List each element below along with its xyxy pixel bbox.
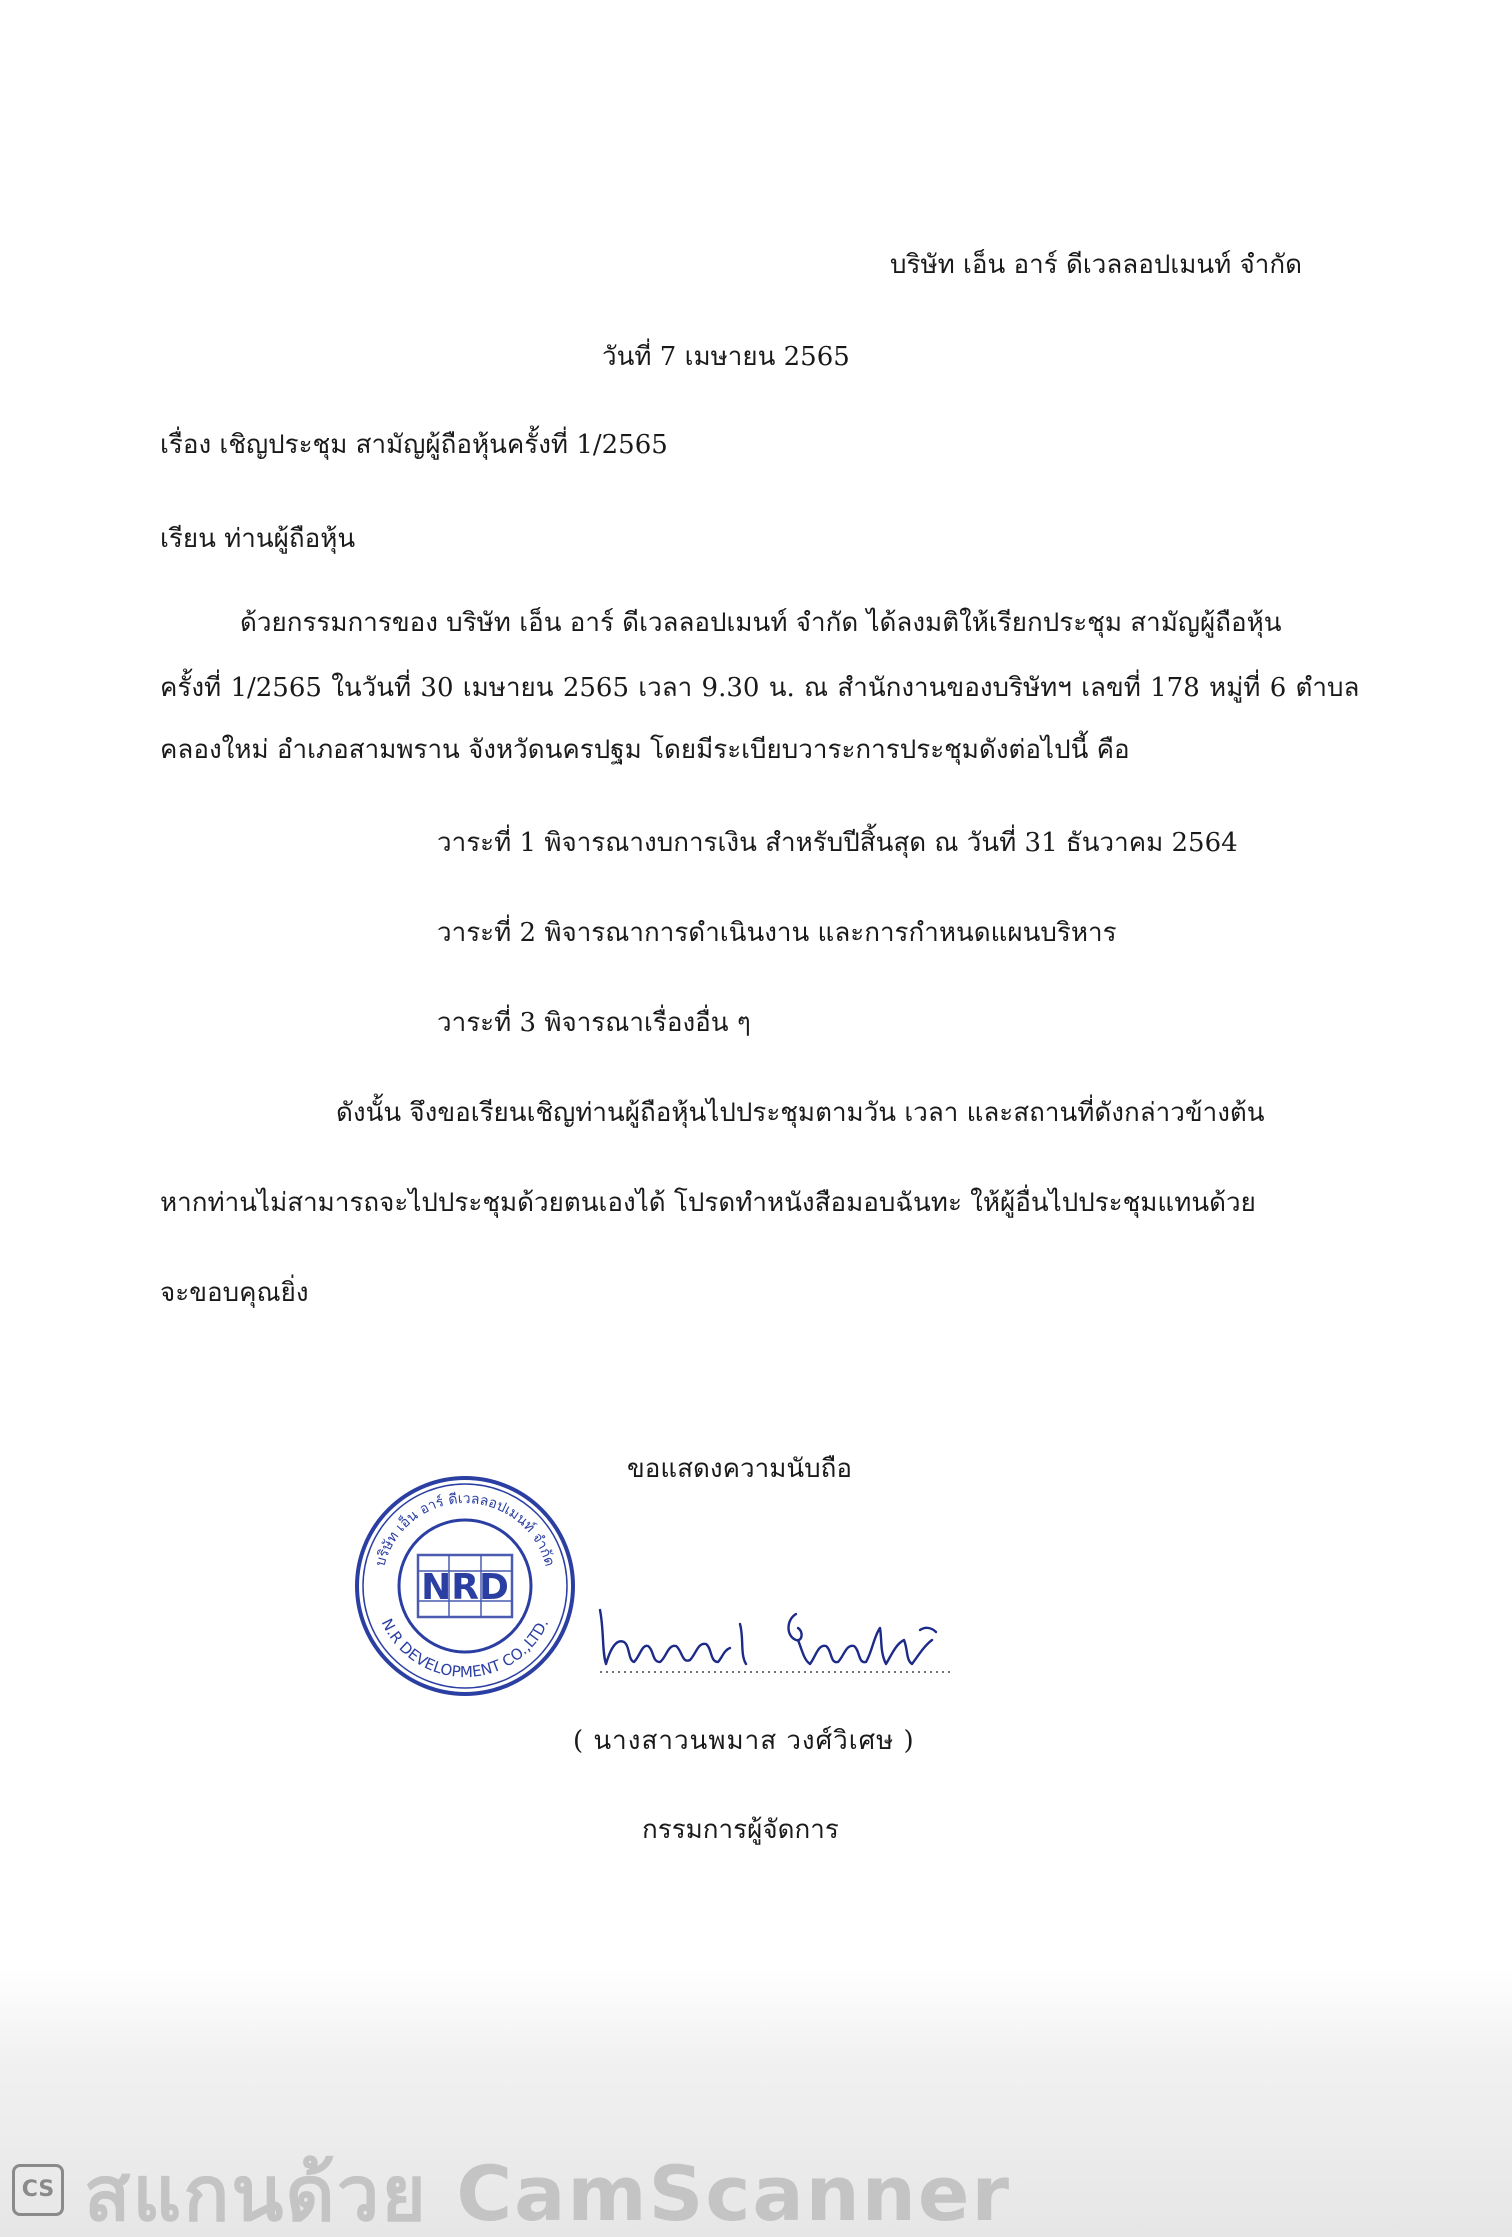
seal-center-text: NRD xyxy=(421,1567,509,1608)
agenda-item-3: วาระที่ 3 พิจารณาเรื่องอื่น ๆ xyxy=(437,1008,751,1038)
agenda-item-1: วาระที่ 1 พิจารณางบการเงิน สำหรับปีสิ้นสุด ณ วันที่ 31 ธันวาคม 2564 xyxy=(437,828,1238,858)
closing-line-3: จะขอบคุณยิ่ง xyxy=(160,1278,309,1308)
closing-line-1: ดังนั้น จึงขอเรียนเชิญท่านผู้ถือหุ้นไปประชุมตามวัน เวลา และสถานที่ดังกล่าวข้างต้น xyxy=(336,1098,1265,1128)
regards-text: ขอแสดงความนับถือ xyxy=(627,1454,852,1484)
seal-english-ring-text: N.R DEVELOPMENT CO.,LTD. xyxy=(377,1615,553,1682)
signer-name: ( นางสาวนพมาส วงศ์วิเศษ ) xyxy=(573,1726,915,1756)
company-name: บริษัท เอ็น อาร์ ดีเวลลอปเมนท์ จำกัด xyxy=(890,250,1303,280)
letter-recipient: เรียน ท่านผู้ถือหุ้น xyxy=(160,524,356,554)
scanner-watermark xyxy=(12,2148,1012,2237)
agenda-item-2: วาระที่ 2 พิจารณาการดำเนินงาน และการกำหนดแผนบริหาร xyxy=(437,918,1117,948)
seal-thai-ring-text: บริษัท เอ็น อาร์ ดีเวลลอปเมนท์ จำกัด xyxy=(372,1490,558,1569)
body-line-3: คลองใหม่ อำเภอสามพราน จังหวัดนครปฐม โดยมีระเบียบวาระการประชุมดังต่อไปนี้ คือ xyxy=(160,735,1130,765)
body-line-1: ด้วยกรรมการของ บริษัท เอ็น อาร์ ดีเวลลอปเมนท์ จำกัด ได้ลงมติให้เรียกประชุม สามัญผู้ถือหุ้น xyxy=(240,608,1282,638)
watermark-text: สแกนด้วย CamScanner xyxy=(84,2149,1011,2237)
body-line-2: ครั้งที่ 1/2565 ในวันที่ 30 เมษายน 2565 เวลา 9.30 น. ณ สำนักงานของบริษัทฯ เลขที่ 178 หมู่ที่ 6 ตำบล xyxy=(160,673,1360,703)
company-seal xyxy=(352,1473,578,1699)
letter-subject: เรื่อง เชิญประชุม สามัญผู้ถือหุ้นครั้งที่ 1/2565 xyxy=(160,430,668,460)
letter-date: วันที่ 7 เมษายน 2565 xyxy=(602,342,850,372)
closing-line-2: หากท่านไม่สามารถจะไปประชุมด้วยตนเองได้ โปรดทำหนังสือมอบฉันทะ ให้ผู้อื่นไปประชุมแทนด้วย xyxy=(160,1188,1256,1218)
camscanner-logo-icon: CS xyxy=(12,2164,64,2216)
handwritten-signature xyxy=(590,1580,960,1690)
signer-position: กรรมการผู้จัดการ xyxy=(642,1815,839,1845)
